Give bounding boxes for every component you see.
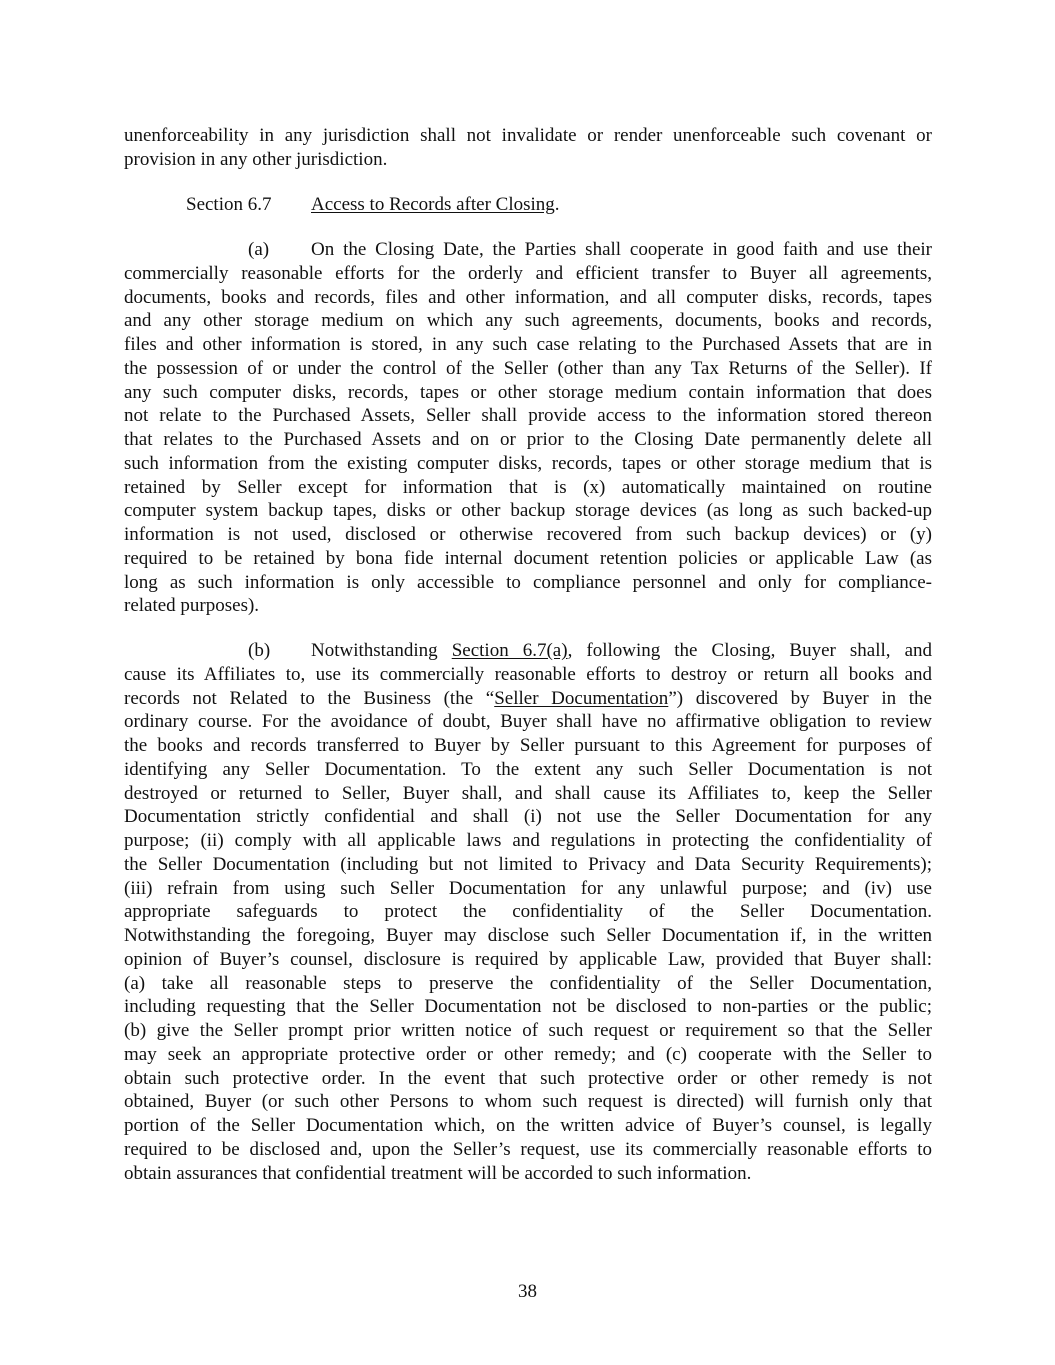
text-line xyxy=(124,758,932,782)
text-segment: destroyed or returned to Seller, Buyer shall, and shall cause its Affiliates to, keep the Seller xyxy=(124,782,932,804)
text-segment: identifying any Seller Documentation. To the extent any such Seller Documentation is not xyxy=(124,758,932,780)
text-segment: files and other information is stored, in any such case relating to the Purchased Assets that are in xyxy=(124,334,932,355)
text-segment: Notwithstanding xyxy=(311,640,452,661)
text-line xyxy=(124,710,932,734)
text-line xyxy=(124,333,932,357)
text-line xyxy=(124,948,932,972)
paragraph-label: (b) xyxy=(248,640,271,661)
text-line xyxy=(124,1114,932,1138)
paragraph-label: (a) xyxy=(248,239,270,260)
text-line xyxy=(124,309,932,333)
text-line xyxy=(124,782,932,806)
text-line xyxy=(124,924,932,948)
text-segment: obtain such protective order. In the event that such protective order or other remedy is not xyxy=(124,1067,932,1089)
text-segment: records not Related to the Business (the “ xyxy=(124,687,495,709)
text-segment: opinion of Buyer’s counsel, disclosure is required by applicable Law, provided that Buyer shall: xyxy=(124,948,932,970)
text-segment: purpose; (ii) comply with all applicable laws and regulations in protecting the confidentiality of xyxy=(124,830,932,851)
text-segment: required to be retained by bona fide internal document retention policies or applicable Law (as xyxy=(124,547,932,569)
text-line xyxy=(124,404,932,428)
text-segment: obtain assurances that confidential treatment will be accorded to such information. xyxy=(124,1162,752,1184)
text-segment: ordinary course. For the avoidance of doubt, Buyer shall have no affirmative obligation to review xyxy=(124,711,932,733)
text-line xyxy=(124,972,932,996)
text-segment: appropriate safeguards to protect the confidentiality of the Seller Documentation. xyxy=(124,901,932,923)
intro-paragraph xyxy=(124,124,932,172)
text-line xyxy=(124,148,932,172)
text-line xyxy=(124,639,932,663)
text-segment: documents, books and records, files and other information, and all computer disks, records, tapes xyxy=(124,286,932,308)
text-line xyxy=(124,523,932,547)
text-segment: , following the Closing, Buyer shall, and xyxy=(567,640,932,661)
text-line xyxy=(124,428,932,452)
text-line xyxy=(124,900,932,924)
text-segment: not relate to the Purchased Assets, Seller shall provide access to the information stored thereon xyxy=(124,405,932,427)
page-number: 38 xyxy=(518,1281,537,1302)
text-line xyxy=(124,1067,932,1091)
text-segment: any such computer disks, records, tapes or other storage medium contain information that does xyxy=(124,381,932,403)
text-segment: information is not used, disclosed or otherwise recovered from such backup devices) or (y) xyxy=(124,524,932,545)
text-line xyxy=(124,357,932,381)
text-segment: that relates to the Purchased Assets and on or prior to the Closing Date permanently delete all xyxy=(124,429,932,450)
text-segment: the books and records transferred to Buyer by Seller pursuant to this Agreement for purposes of xyxy=(124,735,932,756)
text-segment: On the Closing Date, the Parties shall cooperate in good faith and use their xyxy=(311,239,932,260)
text-segment: unenforceability in any jurisdiction shall not invalidate or render unenforceable such covenant or xyxy=(124,125,932,146)
text-line xyxy=(124,805,932,829)
text-segment: related purposes). xyxy=(124,595,260,617)
section-heading xyxy=(186,193,560,217)
text-segment: including requesting that the Seller Documentation not be disclosed to non-parties or the public; xyxy=(124,996,932,1018)
paragraph-a xyxy=(124,238,932,618)
text-segment: may seek an appropriate protective order or other remedy; and (c) cooperate with the Seller to xyxy=(124,1043,932,1065)
underlined-term: Section 6.7(a) xyxy=(451,640,568,661)
text-line xyxy=(124,594,932,618)
text-segment: provision in any other jurisdiction. xyxy=(124,148,388,170)
section-title: Access to Records after Closing xyxy=(311,194,555,215)
section-number: Section 6.7 xyxy=(186,194,272,215)
text-line xyxy=(124,238,932,262)
text-segment: and any other storage medium on which any such agreements, documents, books and records, xyxy=(124,310,932,332)
text-segment: the Seller Documentation (including but not limited to Privacy and Data Security Requirements); xyxy=(124,853,932,875)
text-line xyxy=(124,734,932,758)
section-period: . xyxy=(554,194,560,215)
text-segment: commercially reasonable efforts for the orderly and efficient transfer to Buyer all agreements, xyxy=(124,262,932,284)
text-segment: (b) give the Seller prompt prior written notice of such request or requirement so that the Seller xyxy=(124,1020,932,1041)
text-line xyxy=(124,853,932,877)
text-line xyxy=(124,1138,932,1162)
text-segment: retained by Seller except for information that is (x) automatically maintained on routine xyxy=(124,476,932,498)
text-segment: computer system backup tapes, disks or other backup storage devices (as long as such backed-up xyxy=(124,500,932,522)
text-line xyxy=(124,499,932,523)
text-segment: required to be disclosed and, upon the Seller’s request, use its commercially reasonable efforts to xyxy=(124,1138,932,1160)
text-segment: Notwithstanding the foregoing, Buyer may disclose such Seller Documentation if, in the written xyxy=(124,925,932,946)
text-line xyxy=(124,571,932,595)
text-line xyxy=(124,1043,932,1067)
text-segment: obtained, Buyer (or such other Persons to whom such request is directed) will furnish only that xyxy=(124,1091,932,1113)
underlined-term: Seller Documentation xyxy=(494,687,669,709)
text-line xyxy=(124,547,932,571)
text-line xyxy=(124,1090,932,1114)
text-line xyxy=(124,476,932,500)
text-line xyxy=(124,687,932,711)
text-line xyxy=(124,877,932,901)
text-line xyxy=(124,829,932,853)
text-segment: (a) take all reasonable steps to preserve the confidentiality of the Seller Documentation, xyxy=(124,972,932,994)
text-line xyxy=(124,1162,932,1186)
text-segment: long as such information is only accessible to compliance personnel and only for compliance- xyxy=(124,571,932,593)
text-line xyxy=(124,124,932,148)
text-segment: cause its Affiliates to, use its commercially reasonable efforts to destroy or return all books and xyxy=(124,663,932,685)
text-line xyxy=(124,663,932,687)
text-line xyxy=(124,286,932,310)
text-line xyxy=(124,1019,932,1043)
text-segment: such information from the existing computer disks, records, tapes or other storage medium that is xyxy=(124,452,932,474)
text-segment: (iii) refrain from using such Seller Documentation for any unlawful purpose; and (iv) use xyxy=(124,877,932,899)
text-segment: the possession of or under the control of the Seller (other than any Tax Returns of the Seller). If xyxy=(124,357,932,379)
text-segment: portion of the Seller Documentation which, on the written advice of Buyer’s counsel, is legally xyxy=(124,1115,932,1136)
text-line xyxy=(124,262,932,286)
text-segment: ”) discovered by Buyer in the xyxy=(668,687,932,709)
text-line xyxy=(124,995,932,1019)
text-line xyxy=(124,381,932,405)
text-line xyxy=(124,452,932,476)
paragraph-b xyxy=(124,639,932,1185)
text-segment: Documentation strictly confidential and shall (i) not use the Seller Documentation for any xyxy=(124,806,932,828)
